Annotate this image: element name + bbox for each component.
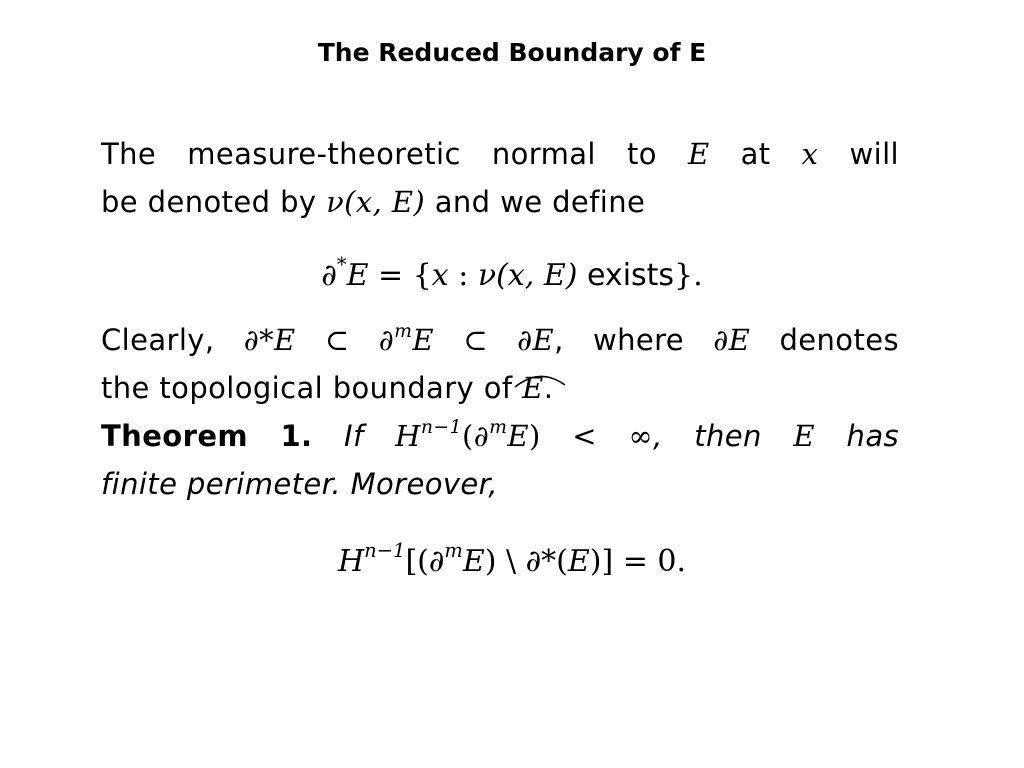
math-operator: )] = 0. xyxy=(589,544,687,579)
math-symbol: E xyxy=(793,419,815,453)
paragraph-normal-definition xyxy=(101,130,899,226)
math-operator: [(∂ xyxy=(405,544,445,579)
math-operator: }. xyxy=(674,258,703,293)
math-superscript: n−1 xyxy=(364,539,406,563)
text-run: , where xyxy=(554,323,714,357)
math-superscript: * xyxy=(336,253,347,277)
paragraph-line xyxy=(101,412,899,460)
math-symbol: ν xyxy=(326,185,345,219)
math-expression: (x, E) xyxy=(496,258,578,293)
math-superscript: m xyxy=(489,416,508,438)
math-operator: : xyxy=(448,258,478,293)
math-symbol: H xyxy=(337,544,365,579)
text-run: denotes xyxy=(750,323,899,357)
math-superscript: m xyxy=(394,320,413,342)
math-operator: (∂ xyxy=(461,419,490,453)
math-symbol: E xyxy=(687,137,710,171)
math-symbol: ∂ xyxy=(321,258,337,293)
theorem-label: Theorem 1. xyxy=(101,419,313,453)
math-operator: ) < ∞ xyxy=(528,419,654,453)
math-operator: ) \ ∂*( xyxy=(484,544,568,579)
text-run: , then xyxy=(653,419,794,453)
math-operator: = { xyxy=(368,258,432,293)
text-run: the topological boundary of xyxy=(101,371,523,405)
math-expression: (x, E) xyxy=(344,185,426,219)
equation-theorem-result xyxy=(0,538,1024,586)
text-run: . xyxy=(543,371,554,405)
equation-reduced-boundary xyxy=(0,252,1024,300)
text-run: will xyxy=(818,137,899,171)
theorem-block xyxy=(101,412,899,508)
paragraph-line xyxy=(101,130,899,178)
handwritten-arc-mark xyxy=(513,373,567,389)
paragraph-line: finite perimeter. Moreover, xyxy=(101,467,498,501)
math-superscript: m xyxy=(444,539,463,563)
math-symbol: E xyxy=(346,258,369,293)
math-symbol: ν xyxy=(477,258,497,293)
text-run: exists xyxy=(577,258,675,293)
math-symbol: E xyxy=(507,419,529,453)
math-symbol: H xyxy=(395,419,421,453)
math-superscript: n−1 xyxy=(420,416,462,438)
paragraph-line xyxy=(101,316,899,364)
paragraph-line xyxy=(101,364,899,412)
math-expression: E ⊂ ∂E xyxy=(412,323,555,357)
text-run: Clearly, xyxy=(101,323,244,357)
paragraph-line xyxy=(101,178,899,226)
math-symbol: E xyxy=(567,544,590,579)
math-symbol: x xyxy=(431,258,449,293)
math-symbol: x xyxy=(801,137,819,171)
paragraph-clearly xyxy=(101,316,899,412)
text-run: The measure-theoretic normal to xyxy=(101,137,688,171)
text-run: be denoted by xyxy=(101,185,327,219)
text-run: If xyxy=(312,419,396,453)
math-symbol: E xyxy=(522,371,544,405)
math-symbol: E xyxy=(462,544,485,579)
text-run: and we define xyxy=(425,185,646,219)
math-expression: ∂*E ⊂ ∂ xyxy=(243,323,395,357)
text-run: has xyxy=(814,419,900,453)
text-run: at xyxy=(709,137,802,171)
slide-title: The Reduced Boundary of E xyxy=(317,38,707,67)
math-expression: ∂E xyxy=(713,323,751,357)
